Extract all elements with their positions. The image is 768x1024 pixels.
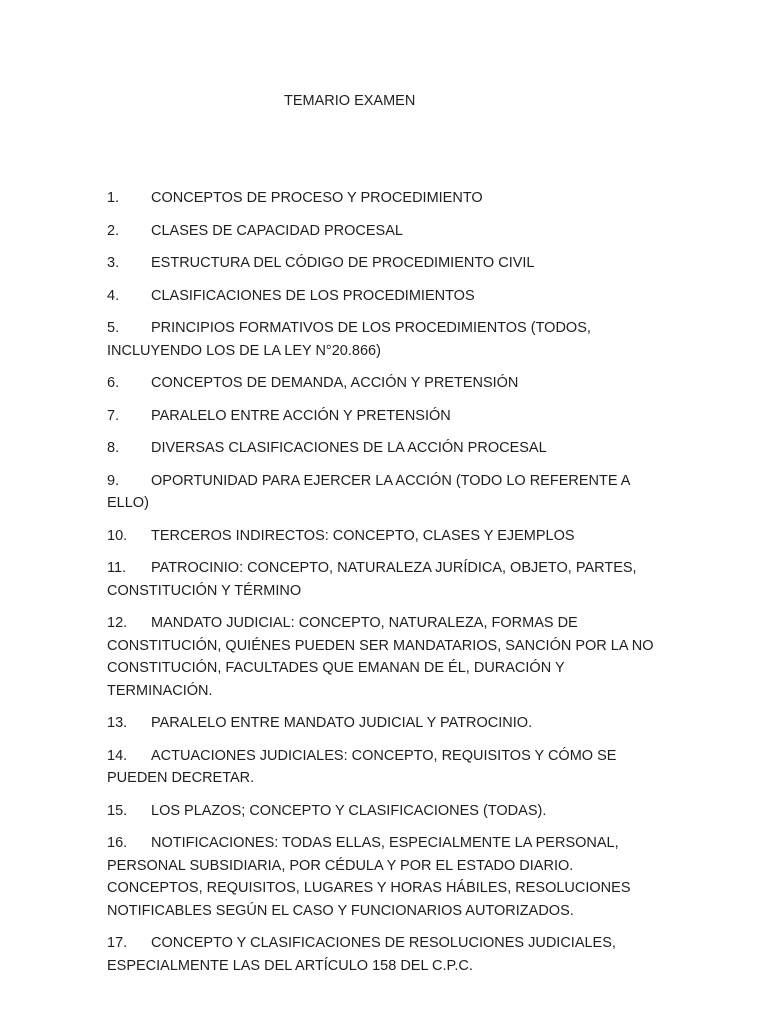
topic-text: CONCEPTO Y CLASIFICACIONES DE RESOLUCIONES JUDICIALES, ESPECIALMENTE LAS DEL ARTÍCULO 158 DEL C.P.C. [107, 935, 616, 974]
topic-text: NOTIFICACIONES: TODAS ELLAS, ESPECIALMENTE LA PERSONAL, PERSONAL SUBSIDIARIA, POR CÉDULA Y POR EL ESTADO DIARIO. CONCEPTOS, REQUISITOS, LUGARES Y HORAS HÁBILES, RESOLUCIONES NOTIFICABLES SEGÚN EL CASO Y FUNCIONARIOS AUTORIZADOS. [107, 835, 631, 919]
topic-text: PRINCIPIOS FORMATIVOS DE LOS PROCEDIMIENTOS (TODOS, INCLUYENDO LOS DE LA LEY N°20.866) [107, 320, 591, 359]
topic-item [107, 557, 667, 602]
topic-number: 12. [107, 615, 128, 631]
topic-item [107, 470, 667, 515]
topic-number: 4. [107, 287, 120, 304]
topic-text: CLASES DE CAPACIDAD PROCESAL [151, 222, 403, 239]
topic-number: 1. [107, 190, 120, 206]
topic-text: ACTUACIONES JUDICIALES: CONCEPTO, REQUISITOS Y CÓMO SE PUEDEN DECRETAR. [107, 747, 617, 786]
topic-text: MANDATO JUDICIAL: CONCEPTO, NATURALEZA, FORMAS DE CONSTITUCIÓN, QUIÉNES PUEDEN SER MANDATARIOS, SANCIÓN POR LA NO CONSTITUCIÓN, FACULTADES QUE EMANAN DE ÉL, DURACIÓN Y TERMINACIÓN. [107, 615, 654, 699]
document-title: TEMARIO EXAMEN [284, 93, 416, 109]
topic-number: 17. [107, 935, 128, 951]
topic-item [107, 405, 667, 428]
topic-number: 10. [107, 527, 128, 544]
topic-number: 14. [107, 747, 128, 764]
topic-number: 13. [107, 715, 128, 731]
topic-item [107, 187, 667, 210]
topic-text: CLASIFICACIONES DE LOS PROCEDIMIENTOS [151, 287, 475, 304]
topic-number: 2. [107, 222, 120, 239]
topic-item [107, 612, 667, 702]
topic-text: OPORTUNIDAD PARA EJERCER LA ACCIÓN (TODO LO REFERENTE A ELLO) [107, 472, 630, 511]
topic-number: 5. [107, 320, 120, 336]
topic-item [107, 285, 667, 308]
topic-number: 15. [107, 802, 128, 819]
topic-item [107, 832, 667, 922]
topic-item [107, 525, 667, 548]
topic-item [107, 437, 667, 460]
topic-list [107, 187, 667, 987]
topic-number: 8. [107, 440, 120, 456]
topic-number: 6. [107, 375, 120, 391]
topic-text: PARALELO ENTRE MANDATO JUDICIAL Y PATROCINIO. [151, 715, 533, 731]
topic-text: PATROCINIO: CONCEPTO, NATURALEZA JURÍDICA, OBJETO, PARTES, CONSTITUCIÓN Y TÉRMINO [107, 560, 637, 599]
topic-item [107, 252, 667, 275]
topic-text: DIVERSAS CLASIFICACIONES DE LA ACCIÓN PROCESAL [151, 440, 547, 456]
topic-text: CONCEPTOS DE DEMANDA, ACCIÓN Y PRETENSIÓN [151, 375, 519, 391]
topic-text: LOS PLAZOS; CONCEPTO Y CLASIFICACIONES (TODAS). [151, 802, 547, 819]
topic-text: ESTRUCTURA DEL CÓDIGO DE PROCEDIMIENTO CIVIL [151, 255, 535, 271]
topic-item [107, 372, 667, 395]
topic-text: TERCEROS INDIRECTOS: CONCEPTO, CLASES Y EJEMPLOS [151, 527, 575, 544]
topic-number: 3. [107, 255, 120, 271]
topic-number: 11. [107, 560, 127, 576]
topic-item [107, 712, 667, 735]
topic-item [107, 932, 667, 977]
topic-number: 9. [107, 472, 120, 489]
topic-item [107, 800, 667, 823]
topic-item [107, 745, 667, 790]
topic-number: 16. [107, 835, 128, 851]
topic-text: CONCEPTOS DE PROCESO Y PROCEDIMIENTO [151, 190, 483, 206]
topic-item [107, 317, 667, 362]
topic-text: PARALELO ENTRE ACCIÓN Y PRETENSIÓN [151, 407, 451, 424]
topic-item [107, 220, 667, 243]
topic-number: 7. [107, 407, 120, 424]
